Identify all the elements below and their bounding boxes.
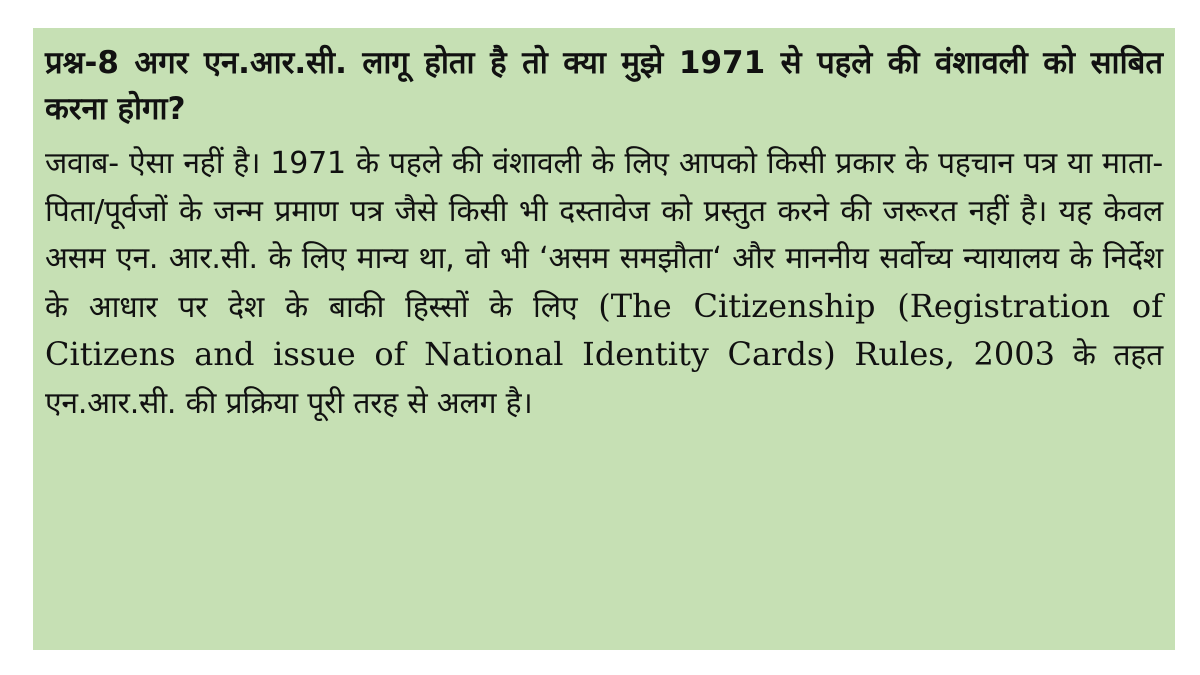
rules-name: (The Citizenship (Registration of Citizens and issue of National Identity Cards) Rules, 2003 [45, 286, 1163, 373]
answer-text-part1: जवाब- ऐसा नहीं है। 1971 के पहले की वंशावली के लिए आपको किसी प्रकार के पहचान पत्र या माता-पिता/पूर्वजों के जन्म प्रमाण पत्र जैसे किसी भी दस्तावेज को प्रस्तुत करने की जरूरत नहीं है। यह केवल असम एन. आर.सी. के लिए मान्य था, वो भी ‘असम समझौता‘ और माननीय सर्वोच्य न्यायालय के निर्देश के आधार पर देश के बाकी हिस्सों के लिए [45, 146, 1163, 325]
question-heading: प्रश्न-8 अगर एन.आर.सी. लागू होता है तो क्या मुझे 1971 से पहले की वंशावली को साबित करना होगा? [45, 45, 1163, 127]
answer-paragraph [45, 140, 1163, 427]
answer-text-part2: के तहत एन.आर.सी. की प्रक्रिया पूरी तरह से अलग है। [45, 338, 1164, 421]
faq-card [33, 28, 1175, 650]
